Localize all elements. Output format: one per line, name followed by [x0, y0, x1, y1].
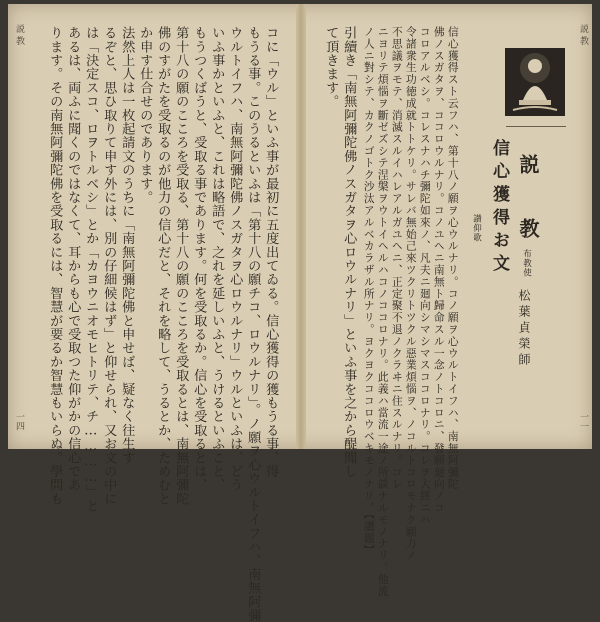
page-number: 一一: [578, 412, 588, 431]
body-line: コに「ウル」といふ事が最初に五度出てゐる。信心獲得の獲もうる事、得: [263, 26, 279, 479]
section-label: 讃仰歌: [471, 214, 482, 243]
body-line: もうる事。このうるといふは「第十八の願チコ、ロウルナリ」。ノ願ヲ心ウルトイフハ、南無阿彌: [245, 26, 261, 622]
body-line: は「決定スコ、ロヲトルベシ」とか「カヨウニオモヒトリテ、チ…………」と: [83, 26, 99, 513]
body-line: るぞと、思ひ取りて申す外には、別の仔細候はず」と仰せられ、又お文の中に: [101, 26, 117, 506]
body-line: て頂きます。: [323, 26, 339, 109]
title-rule: [506, 126, 566, 127]
quote-line: コロアルベシ。コレスナハチ彌陀如來ノ、凡夫ニ廻向シマシマスココロナリ。コレヲ大經ニハ: [418, 26, 432, 526]
body-line: 佛のすがたを受取るのが他力の信心だと、それを略して、うるとか、ためむと: [155, 26, 171, 506]
book-spread: [8, 4, 592, 622]
woodcut-buddha-illustration: [505, 48, 565, 116]
quote-line: 令諸衆生功徳成就トトケリ。サレバ無始己來ツクリトツクル惡業煩惱ヲ、ノコルトコロモナク願力ノ: [404, 26, 418, 562]
running-header: 説教: [14, 24, 24, 48]
body-line: もうつくばうと、受取る事であります。何を受取るか。信心を受取るとは、: [191, 26, 207, 492]
sermon-title: 信心獲得お文: [489, 139, 509, 277]
body-line: 引續き「南無阿彌陀佛ノスガタヲ心ロウルナリ」といふ事を之から醍聞し: [341, 26, 357, 479]
running-header: 説教: [578, 24, 588, 48]
quote-line: ニヨリテ煩惱ヲ斷ゼズシテ涅槃ヲウトイヘルハコノココロナリ。此義ハ當流一途ノ所談ナルモノナリ。他流: [376, 26, 390, 598]
section-title: 説 教: [516, 154, 540, 248]
body-line: ウルトイフハ、南無阿彌陀佛ノスガタヲ心ロウルナリ」ウルといふは、どう: [227, 26, 243, 492]
body-line: いふ事かといふと、これは略語で、之れを延しいふと、うけるといふこと、: [209, 26, 225, 492]
author-name: 松葉貞榮師: [517, 289, 531, 369]
body-line: 第十八の願のこころを受取る、第十八の願のこころを受取るとは、南無阿彌陀: [173, 26, 189, 506]
body-line: か申す仕合せのであります。: [137, 26, 153, 205]
author-label: 布教使: [521, 249, 532, 278]
right-page: [306, 4, 592, 598]
quote-line: 不思議ヲモテ、消滅スルイハレアルガユヘニ、正定聚不退ノクラヰニ住スルナリ。コレ: [390, 26, 404, 491]
body-line: あるは、両ふに聞くのではなくて、耳からも心で受取つた仰がかの信心であ: [65, 26, 81, 492]
quote-line: 佛ノスガタヲ、ココロウルナリ。コノユヘニ南無ト歸命スル一念ノトコロニ、發願廻向ノコ: [432, 26, 446, 514]
quote-line: ノ人ニ對シテ、カクノゴトク沙汰アルベカラザル所ナリ。ヨクヨクココロウベキモノナリ。【讃題】: [362, 26, 376, 557]
body-line: ります。その南無阿彌陀佛を受取るには、智慧が要るか智慧もいらぬ。學問も: [47, 26, 63, 506]
body-line: 法然上人は一枚起請文のうちに「南無阿彌陀佛と申せば、疑なく往生す: [119, 26, 135, 465]
left-page: [8, 4, 298, 622]
quote-line: 信心獲得スト云フハ、第十八ノ願ヲ心ウルナリ。コノ願ヲ心ウルトイフハ、南無阿彌陀: [446, 26, 460, 491]
page-number: 一四: [14, 412, 24, 431]
